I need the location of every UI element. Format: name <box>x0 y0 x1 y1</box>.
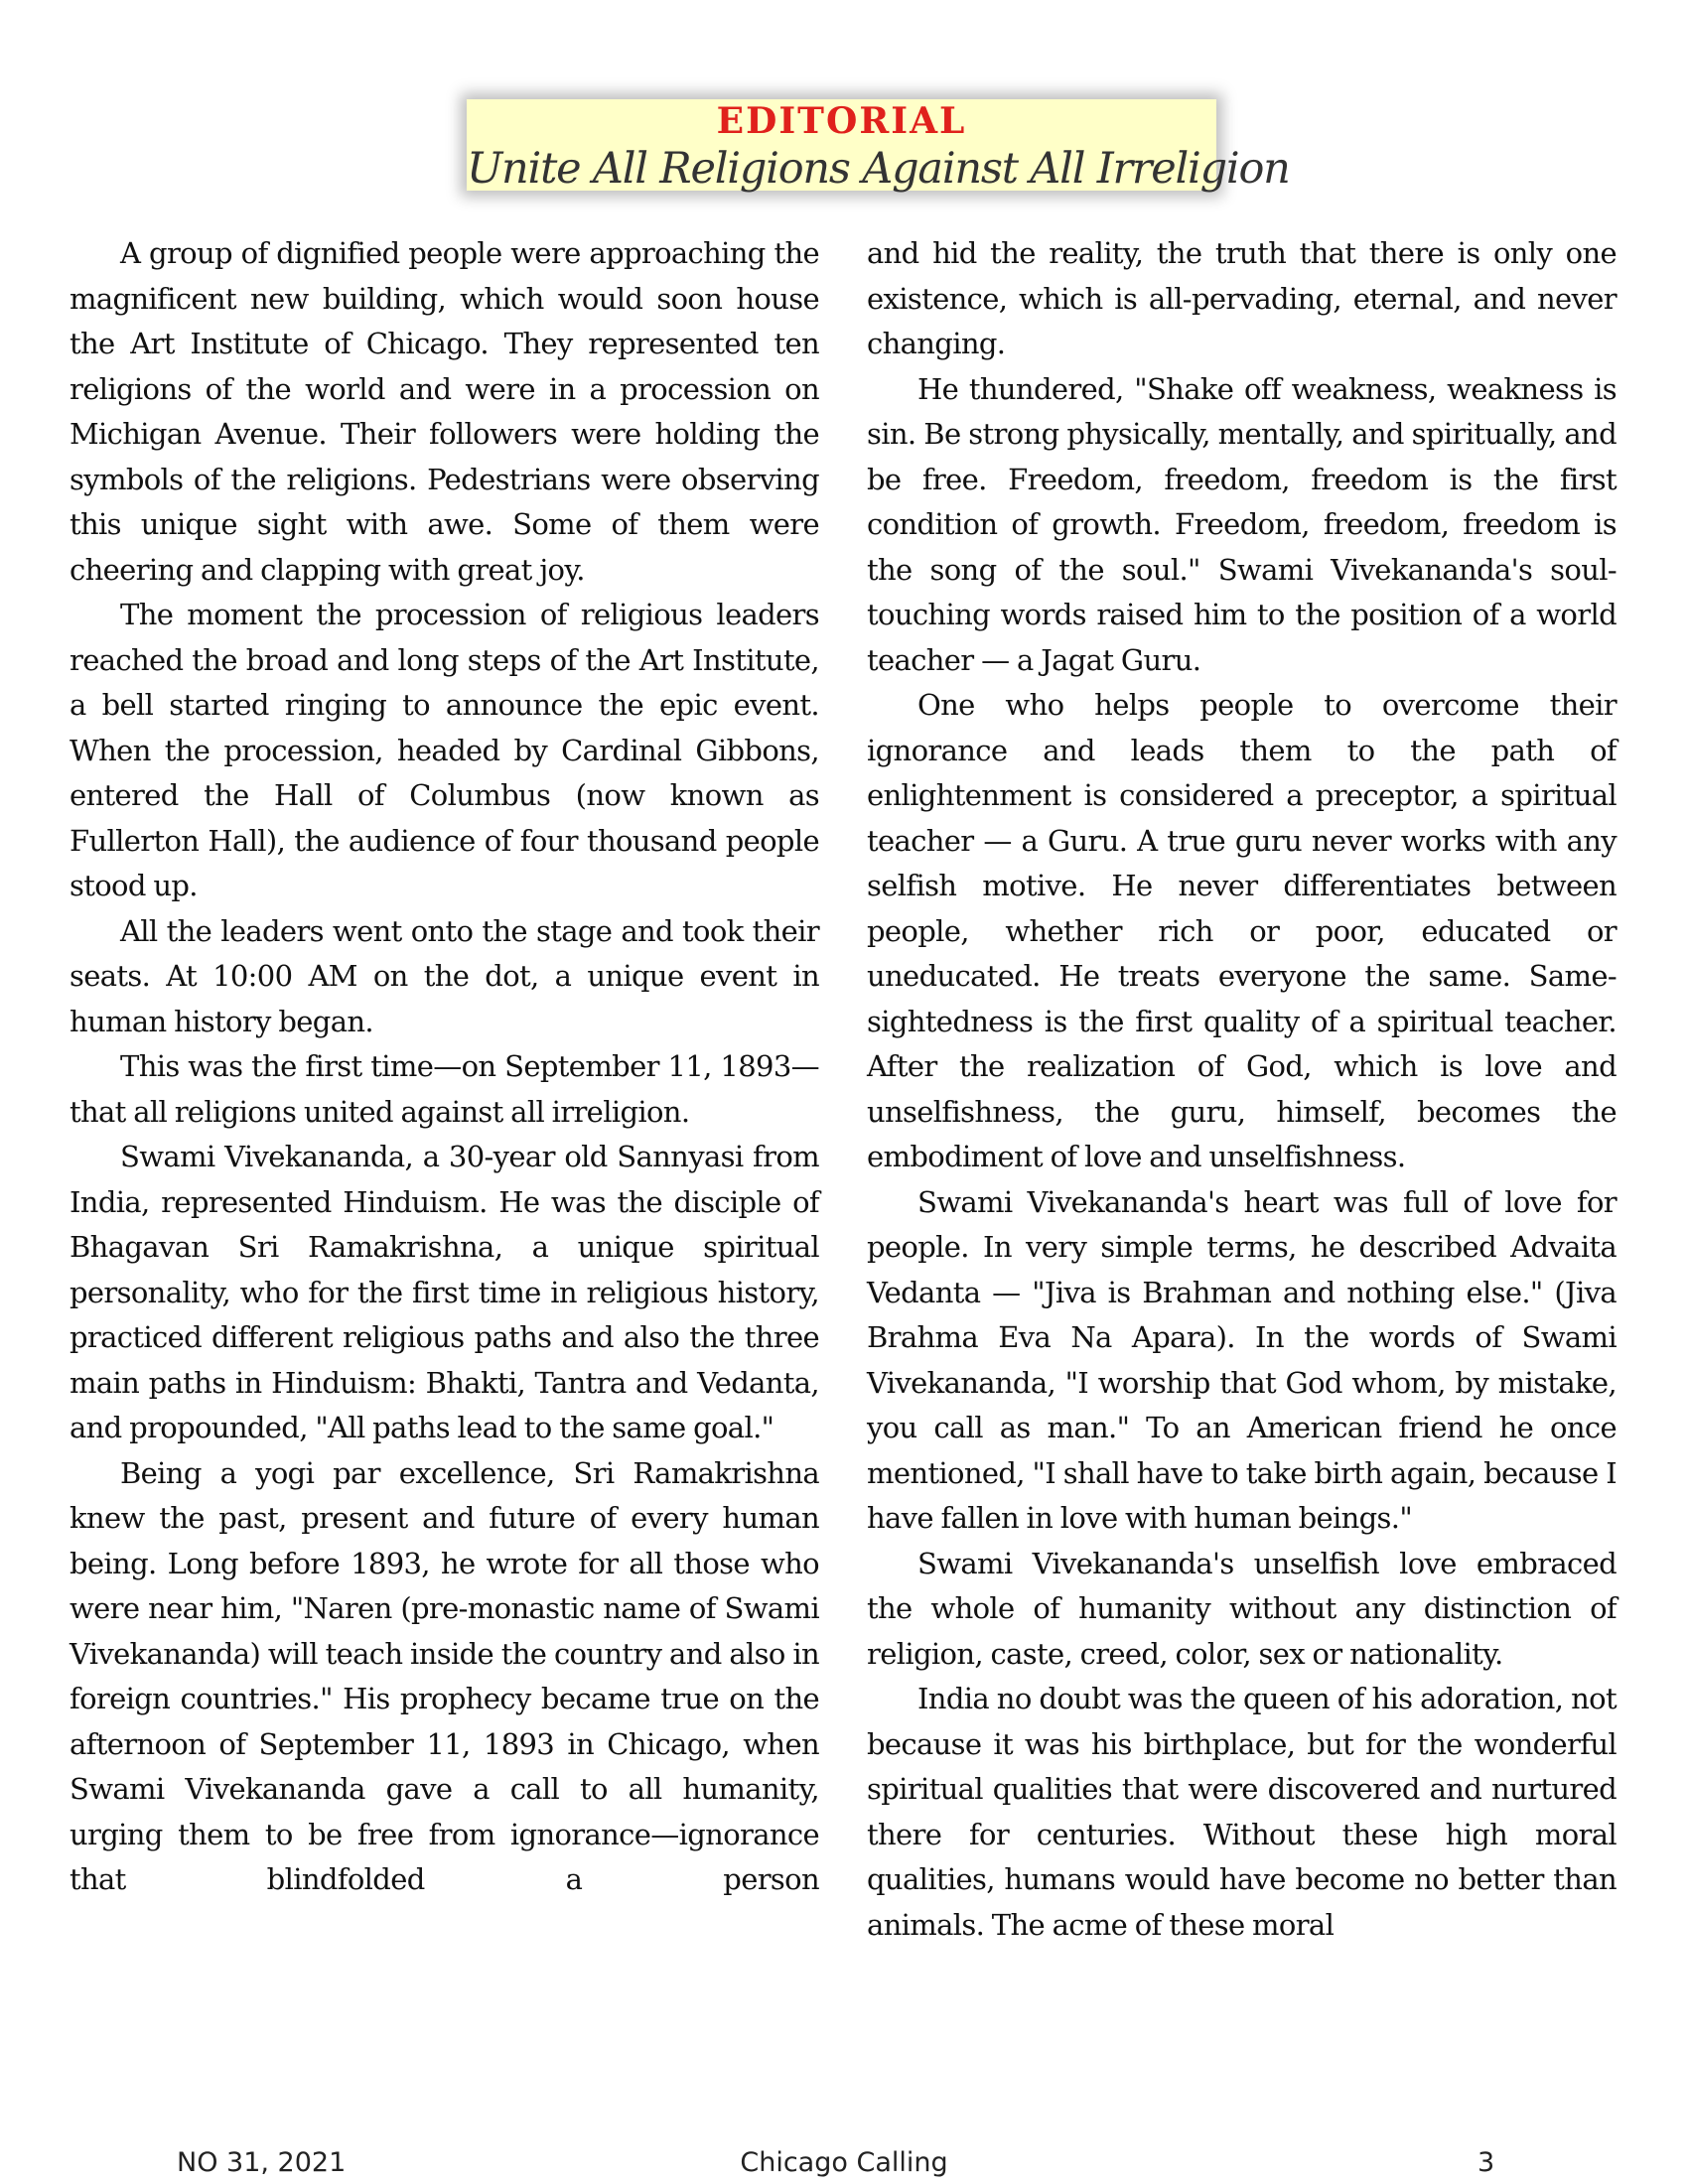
paragraph: All the leaders went onto the stage and took their seats. At 10:00 AM on the dot, a unique event in human history began. <box>70 913 819 1038</box>
paragraph: One who helps people to overcome their ignorance and leads them to the path of enlightenment is considered a preceptor, a spiritual teacher — a Guru. A true guru never works with any selfish motive. He never differentiates between people, whether rich or poor, educated or uneducated. He treats everyone the same. Same-sightedness is the first quality of a spiritual teacher. After the realization of God, which is love and unselfishness, the guru, himself, becomes the embodiment of love and unselfishness. <box>867 688 1617 1173</box>
page-number: 3 <box>1477 2147 1495 2178</box>
paragraph: This was the first time—on September 11, 1893—that all religions united against all irreligion. <box>70 1049 819 1129</box>
paragraph: India no doubt was the queen of his adoration, not because it was his birthplace, but for the wonderful spiritual qualities that were discovered and nurtured there for centuries. Without these high moral qualities, humans would have become no better than animals. The acme of these moral <box>867 1682 1617 1942</box>
right-column <box>867 231 1617 1948</box>
paragraph: He thundered, "Shake off weakness, weakness is sin. Be strong physically, mentally, and spiritually, and be free. Freedom, freedom, freedom is the first condition of growth. Freedom, freedom, freedom is the song of the soul." Swami Vivekananda's soul-touching words raised him to the position of a world teacher — a Jagat Guru. <box>867 371 1617 677</box>
section-label: EDITORIAL <box>716 100 967 142</box>
paragraph: The moment the procession of religious leaders reached the broad and long steps of the Art Institute, a bell started ringing to announce the epic event. When the procession, headed by Cardinal Gibbons, entered the Hall of Columbus (now known as Fullerton Hall), the audience of four thousand people stood up. <box>70 598 819 902</box>
footer-publication: Chicago Calling <box>740 2147 948 2178</box>
paragraph: Being a yogi par excellence, Sri Ramakrishna knew the past, present and future of every human being. Long before 1893, he wrote for all those who were near him, "Naren (pre-monastic name of Swami Vivekananda) will teach inside the country and also in foreign countries." His prophecy became true on the afternoon of September 11, 1893 in Chicago, when Swami Vivekananda gave a call to all humanity, urging them to be free from ignorance—ignorance that blindfolded a person <box>70 1455 819 1896</box>
article-title: Unite All Religions Against All Irreligion <box>467 144 1290 194</box>
paragraph: Swami Vivekananda's unselfish love embraced the whole of humanity without any distinction of religion, caste, creed, color, sex or nationality. <box>867 1546 1617 1671</box>
paragraph-continued: and hid the reality, the truth that there is only one existence, which is all-pervading, eternal, and never changing. <box>867 236 1617 360</box>
paragraph: A group of dignified people were approaching the magnificent new building, which would soon house the Art Institute of Chicago. They represented ten religions of the world and were in a procession on Michigan Avenue. Their followers were holding the symbols of the religions. Pedestrians were observing this unique sight with awe. Some of them were cheering and clapping with great joy. <box>70 236 819 587</box>
editorial-header <box>467 99 1290 194</box>
paragraph: Swami Vivekananda, a 30-year old Sannyasi from India, represented Hinduism. He was the disciple of Bhagavan Sri Ramakrishna, a unique spiritual personality, who for the first time in religious history, practiced different religious paths and also the three main paths in Hinduism: Bhakti, Tantra and Vedanta, and propounded, "All paths lead to the same goal." <box>70 1140 819 1444</box>
left-column <box>70 231 819 1903</box>
footer-issue: NO 31, 2021 <box>177 2147 347 2178</box>
paragraph: Swami Vivekananda's heart was full of love for people. In very simple terms, he described Advaita Vedanta — "Jiva is Brahman and nothing else." (Jiva Brahma Eva Na Apara). In the words of Swami Vivekananda, "I worship that God whom, by mistake, you call as man." To an American friend he once mentioned, "I shall have to take birth again, because I have fallen in love with human beings." <box>867 1184 1617 1535</box>
